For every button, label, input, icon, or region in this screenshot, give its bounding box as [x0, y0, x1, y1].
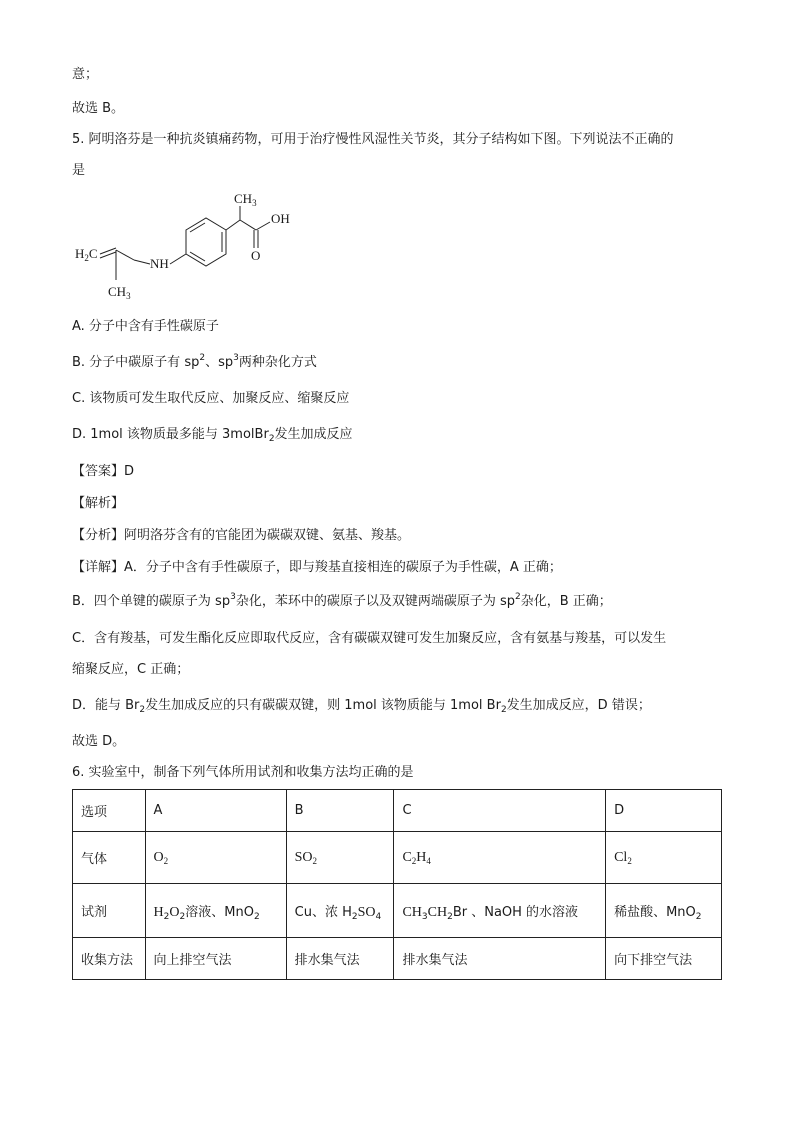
- ch3-bottom-label: $CH_3$: [108, 284, 131, 301]
- collect-label: 收集方法: [73, 938, 146, 980]
- gas-b: $SO_2$: [286, 832, 394, 884]
- reagent-a: $H_2O_2$溶液、MnO$_2$: [145, 884, 286, 938]
- gas-d: $Cl_2$: [606, 832, 722, 884]
- gas-label: 气体: [73, 832, 146, 884]
- header-cell: A: [145, 790, 286, 832]
- molecular-structure: [70, 188, 310, 308]
- intro-conclusion: 故选 B。: [72, 101, 125, 116]
- q5-stem-line1: 5. 阿明洛芬是一种抗炎镇痛药物，可用于治疗慢性风湿性关节炎，其分子结构如下图。下列说法不正确的: [72, 132, 674, 147]
- gas-a: $O_2$: [145, 832, 286, 884]
- collect-b: 排水集气法: [286, 938, 394, 980]
- q5-fenxi: 【分析】阿明洛芬含有的官能团为碳碳双键、氨基、羧基。: [72, 528, 411, 543]
- nh-label: NH: [150, 256, 169, 271]
- table-row: [73, 938, 722, 980]
- header-cell: 选项: [73, 790, 146, 832]
- q6-table: [72, 789, 722, 980]
- q5-option-a: A. 分子中含有手性碳原子: [72, 319, 219, 334]
- header-cell: D: [606, 790, 722, 832]
- q5-conclusion: 故选 D。: [72, 734, 126, 749]
- reagent-b: Cu、浓 $H_2SO_4$: [286, 884, 394, 938]
- collect-d: 向下排空气法: [606, 938, 722, 980]
- collect-c: 排水集气法: [394, 938, 606, 980]
- table-row: [73, 884, 722, 938]
- q5-option-b: B. 分子中碳原子有 $sp^2$、$sp^3$两种杂化方式: [72, 353, 317, 370]
- intro-text: 意；: [72, 67, 99, 82]
- q5-detail-d: D．能与 $Br_2$发生加成反应的只有碳碳双键，则 1mol 该物质能与 1mol $Br_2$发生加成反应，D 错误；: [72, 698, 651, 715]
- h2c-label: $H_2C$: [75, 246, 98, 263]
- reagent-d: 稀盐酸、MnO$_2$: [606, 884, 722, 938]
- q6-stem: 6. 实验室中，制备下列气体所用试剂和收集方法均正确的是: [72, 765, 414, 780]
- q5-detail-b: B．四个单键的碳原子为 $sp^3$杂化，苯环中的碳原子以及双键两端碳原子为 $sp^2$杂化，B 正确；: [72, 592, 612, 609]
- table-row: [73, 832, 722, 884]
- q5-analysis-tag: 【解析】: [72, 496, 125, 511]
- q5-option-d: D. 1mol 该物质最多能与 3molBr$_2$发生加成反应: [72, 427, 353, 444]
- q5-option-c: C. 该物质可发生取代反应、加聚反应、缩聚反应: [72, 391, 350, 406]
- header-cell: C: [394, 790, 606, 832]
- q5-answer: 【答案】D: [72, 464, 135, 479]
- reagent-c: $CH_3CH_2Br$ 、NaOH 的水溶液: [394, 884, 606, 938]
- q5-detail-a: 【详解】A．分子中含有手性碳原子，即与羧基直接相连的碳原子为手性碳，A 正确；: [72, 560, 562, 575]
- o-label: O: [251, 248, 261, 263]
- gas-c: $C_2H_4$: [394, 832, 606, 884]
- q5-detail-c-line1: C．含有羧基，可发生酯化反应即取代反应，含有碳碳双键可发生加聚反应，含有氨基与羧基，可以发生: [72, 631, 667, 646]
- collect-a: 向上排空气法: [145, 938, 286, 980]
- table-row: [73, 790, 722, 832]
- header-cell: B: [286, 790, 394, 832]
- oh-label: OH: [271, 211, 290, 226]
- q5-stem-line2: 是: [72, 163, 86, 178]
- ch3-top-label: $CH_3$: [234, 191, 257, 208]
- reagent-label: 试剂: [73, 884, 146, 938]
- q5-detail-c-line2: 缩聚反应，C 正确；: [72, 662, 190, 677]
